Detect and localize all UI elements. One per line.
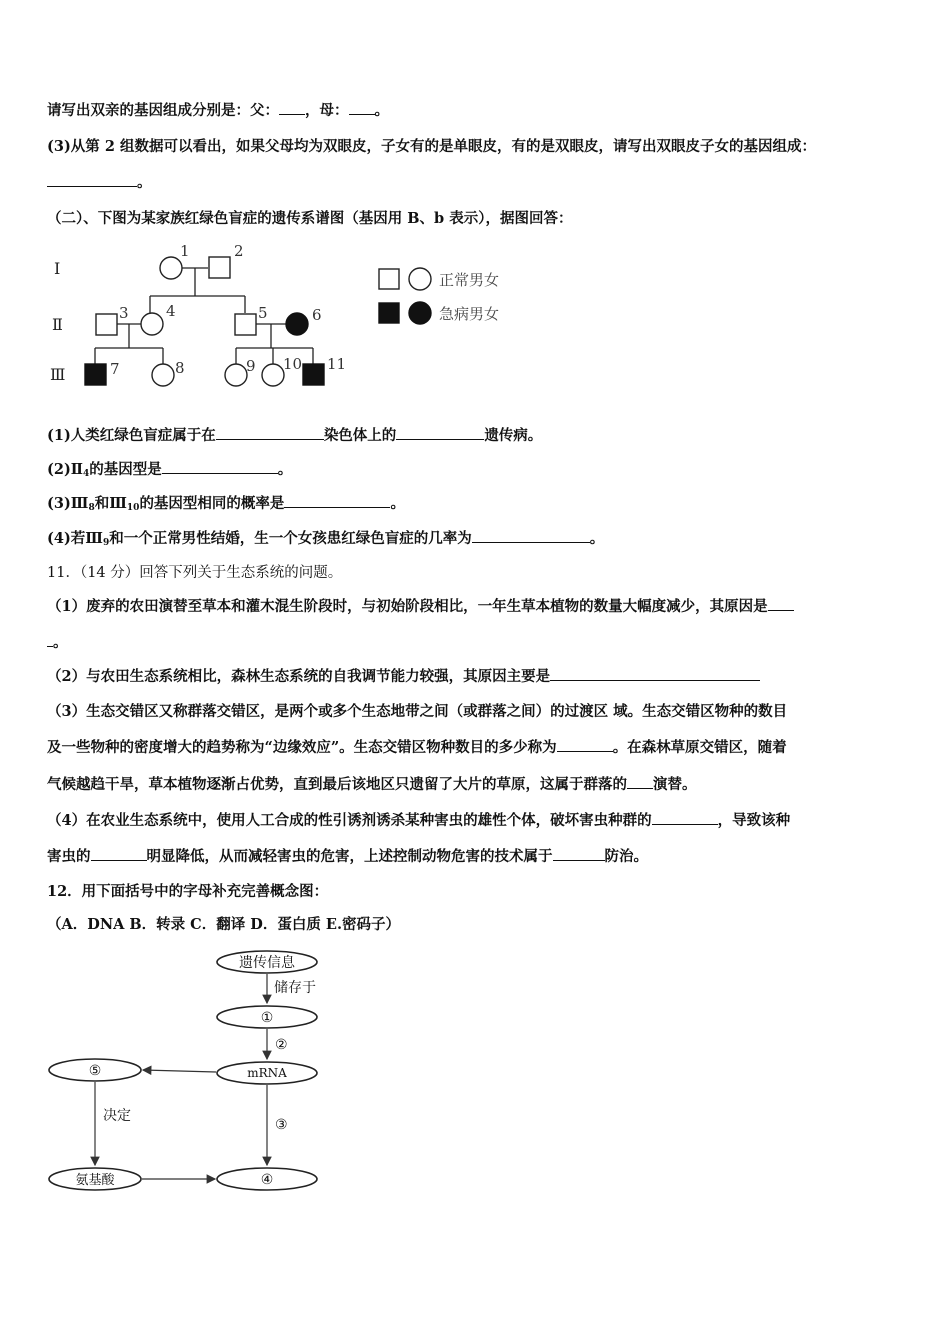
individual-2	[209, 257, 230, 278]
q11-p4-l1: （4）在农业生态系统中，使用人工合成的性引诱剂诱杀某种害虫的雄性个体，破坏害虫种群的 ，导致该种	[47, 812, 791, 829]
pedigree-q1-blank-a[interactable]	[216, 425, 324, 440]
num-1: 1	[180, 242, 190, 260]
q11-p1-cont: 。	[47, 632, 910, 654]
legend-affected-label: 急病男女	[439, 305, 500, 323]
legend-affected-female	[409, 302, 431, 324]
q11-p2-blank[interactable]	[550, 666, 760, 681]
mother-blank[interactable]	[349, 100, 375, 115]
label-n4: ④	[260, 1172, 274, 1188]
num-11: 11	[327, 355, 347, 373]
legend-normal-label: 正常男女	[439, 271, 500, 289]
pedigree-q2: $(2)Ⅱ_4$的基因型是 。	[47, 461, 293, 479]
num-9: 9	[246, 357, 256, 375]
label-n2: ②	[275, 1037, 288, 1053]
num-10: 10	[283, 355, 303, 373]
pedigree-q3: $(3)Ⅲ_8$和$Ⅲ_{10}$的基因型相同的概率是 。	[47, 495, 405, 513]
label-mrna: mRNA	[247, 1066, 287, 1080]
q11-p3-blank-a[interactable]	[557, 737, 613, 752]
q11-p2: （2）与农田生态系统相比，森林生态系统的自我调节能力较强，其原因主要是	[47, 666, 910, 688]
q11-p3-l2: 及一些物种的密度增大的趋势称为“边缘效应”。生态交错区物种数目的多少称为 。在森林草原交错区，随着	[47, 739, 787, 756]
q11-header: 11．（14 分）回答下列关于生态系统的问题。	[47, 565, 343, 581]
individual-9	[225, 364, 247, 386]
q11-p4-blank-b[interactable]	[91, 846, 147, 861]
question-3-answer-line: 。	[47, 172, 910, 194]
num-5: 5	[258, 304, 268, 322]
legend-affected-male	[379, 303, 399, 323]
individual-8	[152, 364, 174, 386]
label-n3: ③	[275, 1117, 288, 1133]
gen-label-2: Ⅱ	[52, 315, 63, 334]
pedigree-q4: (4)若$Ⅲ_9$和一个正常男性结婚，生一个女孩患红绿色盲症的几率为 。	[47, 530, 605, 548]
q11-p4-l2: 害虫的 明显降低，从而减轻害虫的危害，上述控制动物危害的技术属于 防治。	[47, 848, 648, 865]
pedigree-q1-blank-b[interactable]	[396, 425, 484, 440]
num-7: 7	[110, 360, 120, 378]
label-n1: ①	[260, 1010, 274, 1026]
concept-map	[45, 945, 335, 1195]
parents-genotype-question: 请写出双亲的基因组成分别是：父： ，母： 。	[47, 102, 389, 119]
q11-p3-l3: 气候越趋干旱，草本植物逐渐占优势，直到最后该地区只遗留了大片的草原，这属于群落的 演替。	[47, 776, 697, 793]
q11-p3-blank-b[interactable]	[627, 774, 653, 789]
q3-blank[interactable]	[47, 172, 137, 187]
q11-p3-l1: （3）生态交错区又称群落交错区，是两个或多个生态地带之间（或群落之间）的过渡区 域。生态交错区物种的数目	[47, 703, 788, 720]
label-stored-in: 储存于	[274, 980, 316, 996]
individual-6	[286, 313, 308, 335]
label-genetic-info: 遗传信息	[239, 955, 295, 971]
label-decides: 决定	[103, 1108, 131, 1124]
part2-intro: （二）、下图为某家族红绿色盲症的遗传系谱图（基因用 B、b 表示），据图回答：	[47, 210, 573, 227]
q11-p4-blank-c[interactable]	[553, 846, 605, 861]
legend-normal-male	[379, 269, 399, 289]
individual-10	[262, 364, 284, 386]
pedigree-q3-blank[interactable]	[284, 493, 390, 508]
legend-normal-female	[409, 268, 431, 290]
label-amino-acid: 氨基酸	[75, 1173, 115, 1188]
num-8: 8	[175, 359, 185, 377]
num-2: 2	[234, 242, 244, 260]
num-3: 3	[119, 304, 129, 322]
q11-p1-blank[interactable]	[768, 596, 794, 611]
pedigree-q4-blank[interactable]	[472, 528, 590, 543]
num-6: 6	[312, 306, 322, 324]
q11-p4-blank-a[interactable]	[652, 810, 718, 825]
individual-5	[235, 314, 256, 335]
individual-7	[85, 364, 106, 385]
father-blank[interactable]	[279, 100, 305, 115]
individual-11	[303, 364, 324, 385]
q12-header: 12．用下面括号中的字母补充完善概念图：	[47, 883, 329, 900]
individual-4	[141, 313, 163, 335]
num-4: 4	[166, 302, 176, 320]
edge-mrna-5	[143, 1070, 216, 1072]
question-3-double-eyelid: (3)从第 2 组数据可以看出，如果父母均为双眼皮，子女有的是单眼皮，有的是双眼皮，请写出双眼皮子女的基因组成：	[47, 138, 816, 155]
pedigree-q1: (1)人类红绿色盲症属于在 染色体上的 遗传病。	[47, 427, 543, 444]
label-n5: ⑤	[88, 1063, 102, 1079]
pedigree-q2-blank[interactable]	[162, 459, 278, 474]
gen-label-1: Ⅰ	[54, 259, 61, 278]
gen-label-3: Ⅲ	[50, 365, 66, 384]
q11-p1: （1）废弃的农田演替至草本和灌木混生阶段时，与初始阶段相比，一年生草本植物的数量大幅度减少，其原因是	[47, 596, 910, 618]
pedigree-chart	[40, 238, 530, 398]
individual-3	[96, 314, 117, 335]
individual-1	[160, 257, 182, 279]
q12-options: （A．DNA B．转录 C．翻译 D．蛋白质 E.密码子）	[47, 916, 400, 933]
